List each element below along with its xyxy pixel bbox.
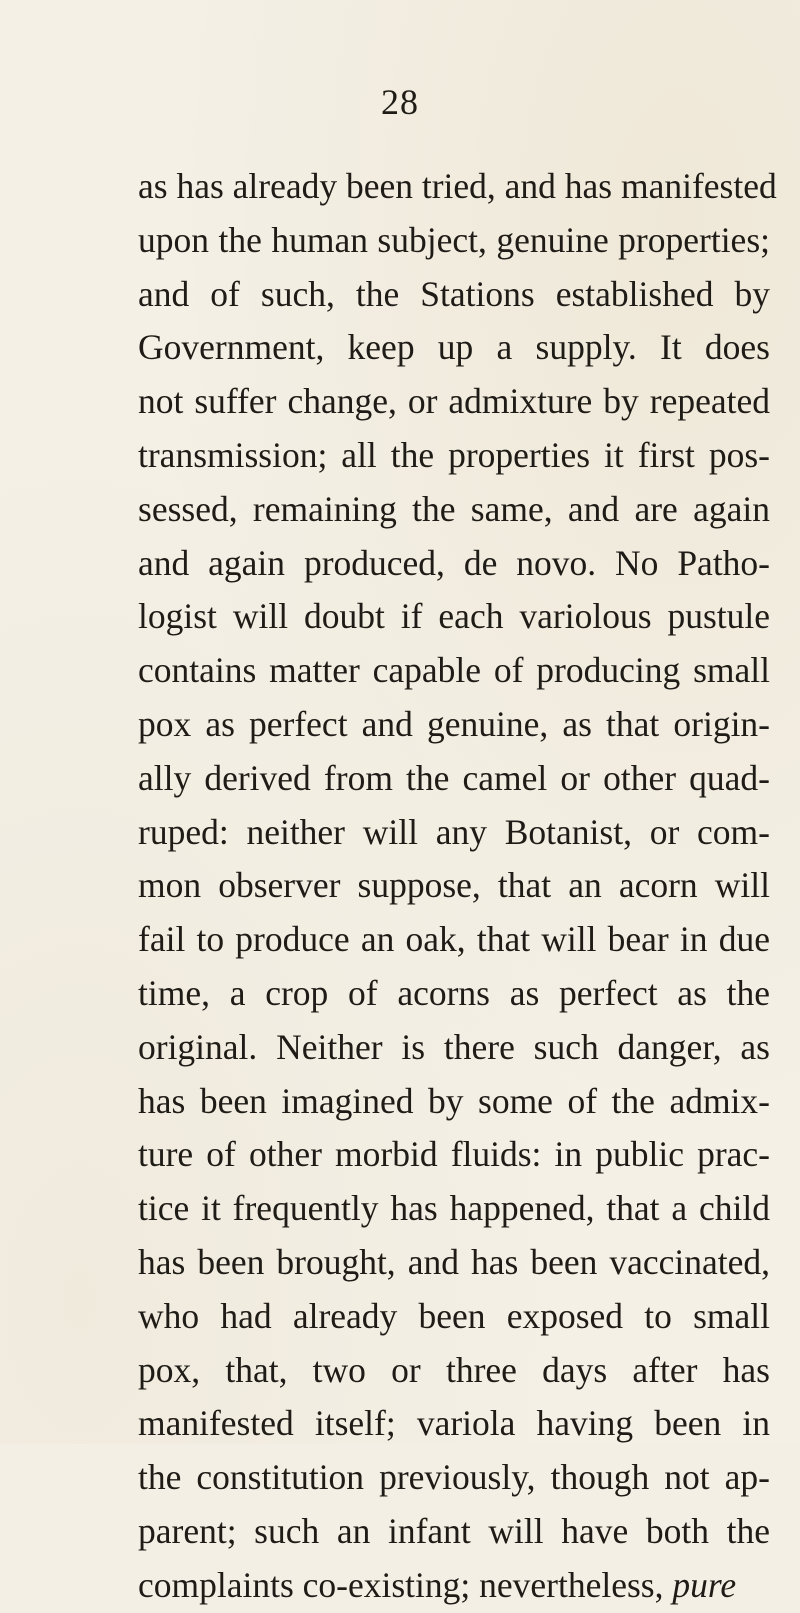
- text-line: not suffer change, or admixture by repeated: [138, 381, 770, 422]
- text-line: pox, that, two or three days after has: [138, 1349, 770, 1390]
- text-line: sessed, remaining the same, and are again: [138, 488, 770, 529]
- text-line: has been brought, and has been vaccinated,: [138, 1241, 770, 1282]
- italic-word: pure: [672, 1564, 737, 1605]
- text-line: has been imagined by some of the admix-: [138, 1080, 770, 1121]
- text-line: mon observer suppose, that an acorn will: [138, 865, 770, 906]
- text-line: logist will doubt if each variolous pustule: [138, 596, 770, 637]
- text-line: the constitution previously, though not ap-: [138, 1457, 770, 1498]
- text-line: time, a crop of acorns as perfect as the: [138, 972, 770, 1013]
- text-line: transmission; all the properties it first pos-: [138, 434, 770, 475]
- text-line: contains matter capable of producing small: [138, 650, 770, 691]
- text-line: parent; such an infant will have both the: [138, 1510, 770, 1551]
- text-line: ally derived from the camel or other quad-: [138, 757, 770, 798]
- text-line: tice it frequently has happened, that a child: [138, 1188, 770, 1229]
- text-line: ture of other morbid fluids: in public prac-: [138, 1134, 770, 1175]
- last-line-text: complaints co-existing; nevertheless,: [138, 1564, 664, 1605]
- text-line: original. Neither is there such danger, as: [138, 1026, 770, 1067]
- text-line: manifested itself; variola having been in: [138, 1403, 770, 1444]
- text-line: upon the human subject, genuine properties;: [138, 219, 770, 260]
- text-line: as has already been tried, and has manifested: [138, 166, 777, 206]
- body-text: [138, 160, 777, 1613]
- text-line: ruped: neither will any Botanist, or com-: [138, 811, 770, 852]
- text-line: fail to produce an oak, that will bear in due: [138, 919, 770, 960]
- text-line: and of such, the Stations established by: [138, 273, 770, 314]
- page-number: 28: [381, 82, 419, 122]
- text-line: and again produced, de novo. No Patho-: [138, 542, 770, 583]
- text-line-last: [138, 1559, 770, 1613]
- text-line: Government, keep up a supply. It does: [138, 327, 770, 368]
- text-line: who had already been exposed to small: [138, 1295, 770, 1336]
- text-line: pox as perfect and genuine, as that origin-: [138, 703, 770, 744]
